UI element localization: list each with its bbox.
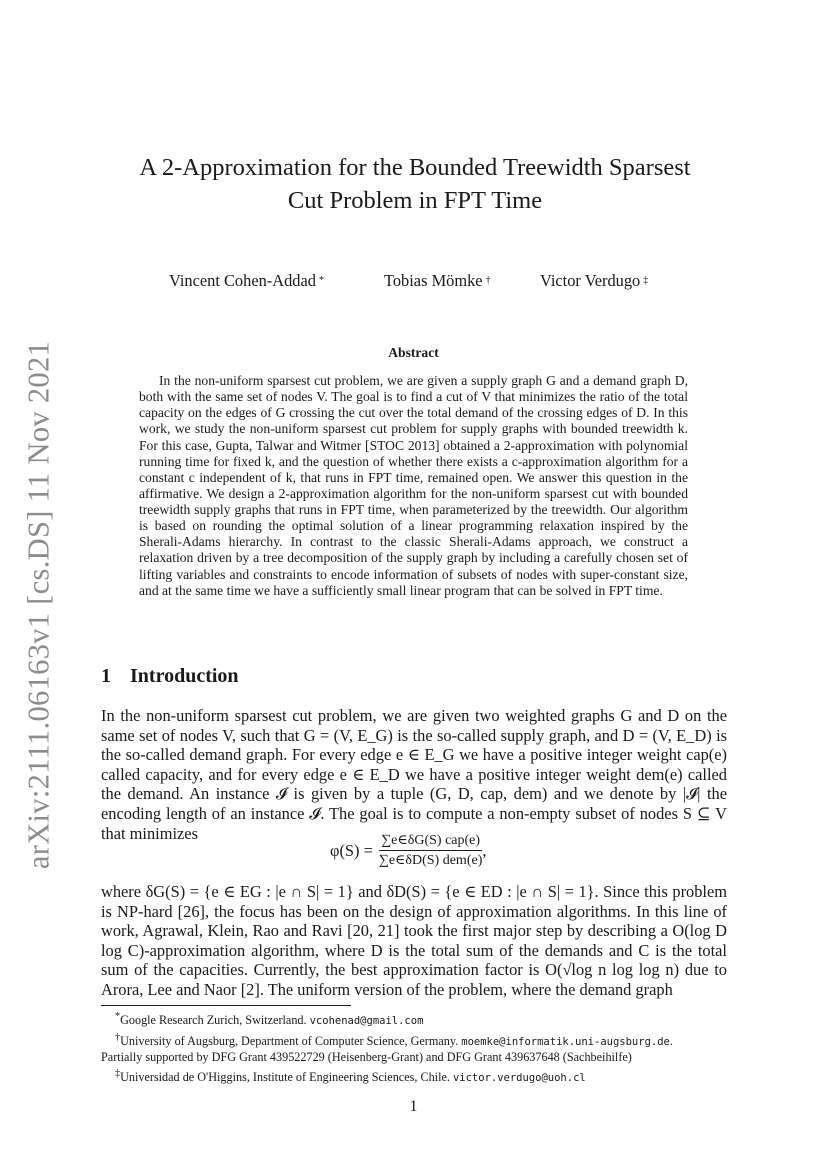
author-1-name: Vincent Cohen-Addad xyxy=(169,271,316,290)
author-2 xyxy=(384,271,491,291)
section-title: Introduction xyxy=(130,665,239,687)
abstract-text: In the non-uniform sparsest cut problem, we are given a supply graph G and a demand graph D, both with the same set of nodes V. The goal is to find a cut of V that minimizes the ratio of the total capacity on the edges of G crossing the cut over the total demand of the crossing edges of D. In this work, we study the non-uniform sparsest cut problem for supply graphs with bounded treewidth k. For this case, Gupta, Talwar and Witmer [STOC 2013] obtained a 2-approximation with polynomial running time for fixed k, and the question of whether there exists a c-approximation algorithm for a constant c independent of k, that runs in FPT time, remained open. We answer this question in the affirmative. We design a 2-approximation algorithm for the non-uniform sparsest cut with bounded treewidth supply graphs that runs in FPT time, when parameterized by the treewidth. Our algorithm is based on rounding the optimal solution of a linear programming relaxation inspired by the Sherali-Adams hierarchy. In contrast to the classic Sherali-Adams approach, we construct a relaxation driven by a tree decomposition of the supply graph by including a carefully chosen set of lifting variables and constraints to encode information of subsets of nodes with super-constant size, and at the same time we have a sufficiently small linear program that can be solved in FPT time. xyxy=(139,373,688,598)
arxiv-identifier: arXiv:2111.06163v1 [cs.DS] 11 Nov 2021 xyxy=(21,340,56,870)
footnote-rule xyxy=(101,1005,351,1006)
footnote-1 xyxy=(101,1009,741,1030)
author-2-name: Tobias Mömke xyxy=(384,271,483,290)
author-1-mark: * xyxy=(318,275,324,286)
footnote-1-mark: * xyxy=(115,1011,121,1022)
footnote-2-mark: † xyxy=(115,1031,121,1043)
section-number: 1 xyxy=(101,665,111,687)
formula-denominator: ∑e∈δD(S) dem(e) xyxy=(378,853,483,868)
author-2-mark: † xyxy=(485,275,491,286)
intro-paragraph-1: In the non-uniform sparsest cut problem, we are given two weighted graphs G and D on the same set of nodes V, such that G = (V, E_G) is the so-called supply graph, and D = (V, E_D) is the so-called demand graph. For every edge e ∈ E_G we have a positive integer weight cap(e) called capacity, and for every edge e ∈ E_D we have a positive integer weight dem(e) called the demand. An instance 𝓘 is given by a tuple (G, D, cap, dem) and we denote by |𝓘| the encoding length of an instance 𝓘. The goal is to compute a non-empty subset of nodes S ⊆ V that minimizes xyxy=(101,706,727,843)
footnote-3-mark: ‡ xyxy=(115,1067,121,1079)
footnotes xyxy=(101,1009,741,1086)
abstract-heading: Abstract xyxy=(388,345,439,360)
footnote-3-email[interactable]: victor.verdugo@uoh.cl xyxy=(452,1071,586,1084)
footnote-3 xyxy=(101,1066,741,1087)
abstract-body xyxy=(139,373,688,599)
arxiv-side-stamp xyxy=(14,340,64,870)
footnote-1-text: Google Research Zurich, Switzerland. xyxy=(120,1013,307,1028)
formula-numerator: ∑e∈δG(S) cap(e) xyxy=(379,832,482,851)
author-3-mark: ‡ xyxy=(643,275,649,286)
footnote-2-email[interactable]: moemke@informatik.uni-augsburg.de xyxy=(461,1035,670,1048)
author-1 xyxy=(169,271,324,291)
formula-lhs: φ(S) = xyxy=(330,840,373,860)
formula-trail: , xyxy=(482,840,487,860)
footnote-1-email[interactable]: vcohenad@gmail.com xyxy=(309,1015,424,1028)
footnote-3-text: Universidad de O'Higgins, Institute of Engineering Sciences, Chile. xyxy=(120,1069,450,1084)
section-heading xyxy=(101,665,239,688)
page-number: 1 xyxy=(409,1098,418,1115)
intro-paragraph-2: where δG(S) = {e ∈ EG : |e ∩ S| = 1} and δD(S) = {e ∈ ED : |e ∩ S| = 1}. Since this problem is NP-hard [26], the focus has been on the design of approximation algorithms. In this line of work, Agrawal, Klein, Rao and Ravi [20, 21] took the first major step by describing a O(log D log C)-approximation algorithm, where D is the total sum of the demands and C is the total sum of the capacities. Currently, the best approximation factor is O(√log n log log n) due to Arora, Lee and Naor [2]. The uniform version of the problem, where the demand graph xyxy=(101,882,727,999)
title-line-1: A 2-Approximation for the Bounded Treewidth Sparsest xyxy=(139,154,691,181)
formula-fraction xyxy=(379,832,483,869)
footnote-2-text: University of Augsburg, Department of Computer Science, Germany. xyxy=(120,1033,459,1048)
author-3 xyxy=(540,271,648,291)
sparsity-formula xyxy=(330,832,486,869)
footnote-2: †University of Augsburg, Department of Computer Science, Germany. moemke@informatik.uni-augsburg.de. xyxy=(115,1031,673,1048)
paper-title xyxy=(90,151,740,217)
footnote-2-continuation: Partially supported by DFG Grant 439522729 (Heisenberg-Grant) and DFG Grant 439637648 (Sachbeihilfe) xyxy=(101,1050,632,1065)
title-line-2: Cut Problem in FPT Time xyxy=(287,187,543,214)
author-3-name: Victor Verdugo xyxy=(540,271,641,290)
